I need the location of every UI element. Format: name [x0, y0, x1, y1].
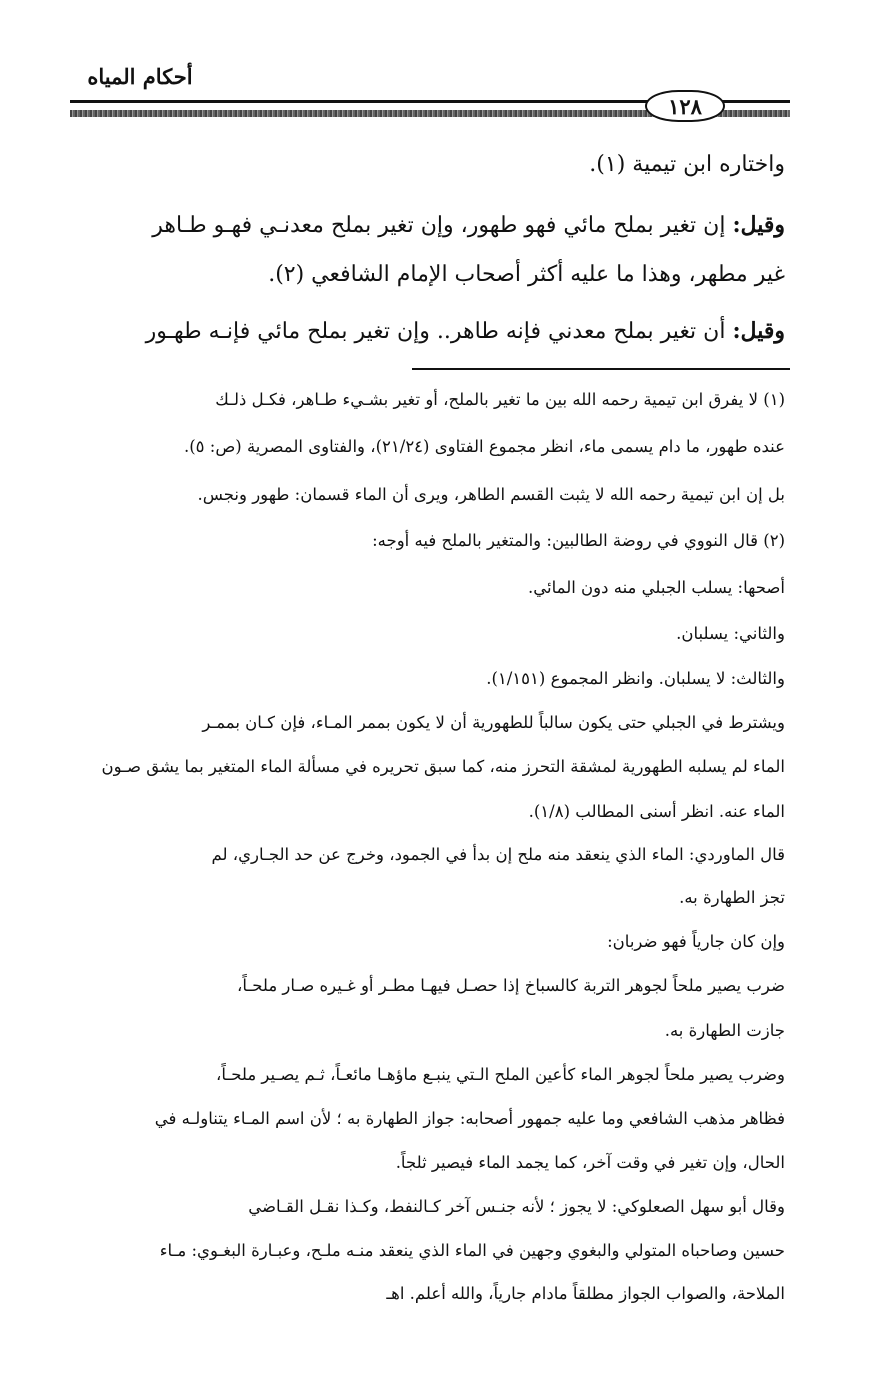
footnote-2-line-6: الماء لم يسلبه الطهورية لمشقة التحرز منه، كما سبق تحريره في مسألة الماء المتغير بما يشق صـون	[101, 757, 785, 776]
footnote-2-line-17: حسين وصاحباه المتولي والبغوي وجهين في الماء الذي ينعقد منـه ملـح، وعبـارة البغـوي: مـاء	[159, 1241, 785, 1260]
main-line-2	[65, 212, 785, 238]
footnote-2-line-8: قال الماوردي: الماء الذي ينعقد منه ملح إن بدأ في الجمود، وخرج عن حد الجـاري، لم	[211, 845, 785, 864]
footnote-2-line-13: وضرب يصير ملحاً لجوهر الماء كأعين الملح الـتي ينبـع ماؤهـا مائعـاً، ثـم يصـير ملحـاً،	[216, 1065, 785, 1084]
footnote-separator	[412, 368, 790, 370]
footnote-2-line-14: فظاهر مذهب الشافعي وما عليه جمهور أصحابه: جواز الطهارة به ؛ لأن اسم المـاء يتناولـه في	[154, 1109, 785, 1128]
main-line-4	[65, 318, 785, 344]
main-line-4-text: أن تغير بملح معدني فإنه طاهر.. وإن تغير بملح مائي فإنـه طهـور	[145, 319, 733, 344]
footnote-1-line-3: بل إن ابن تيمية رحمه الله لا يثبت القسم الطاهر، ويرى أن الماء قسمان: طهور ونجس.	[197, 485, 785, 504]
footnote-2-line-16: وقال أبو سهل الصعلوكي: لا يجوز ؛ لأنه جنـس آخر كـالنفط، وكـذا نقـل القـاضي	[248, 1197, 785, 1216]
footnote-2-line-10: وإن كان جارياً فهو ضربان:	[607, 932, 785, 951]
footnote-2-line-2: أصحها: يسلب الجبلي منه دون المائي.	[528, 578, 785, 597]
footnote-2-line-7: الماء عنه. انظر أسنى المطالب (١/٨).	[528, 802, 785, 821]
main-line-1: واختاره ابن تيمية (١).	[589, 152, 785, 177]
footnote-1-line-1: (١) لا يفرق ابن تيمية رحمه الله بين ما تغير بالملح، أو تغير بشـيء طـاهر، فكـل ذلـك	[215, 390, 785, 409]
footnote-2-line-9: تجز الطهارة به.	[679, 888, 785, 907]
main-line-3: غير مطهر، وهذا ما عليه أكثر أصحاب الإمام الشافعي (٢).	[268, 262, 785, 287]
page-number: ١٢٨	[645, 90, 725, 122]
footnote-2-line-18: الملاحة، والصواب الجواز مطلقاً مادام جارياً، والله أعلم. اهـ	[386, 1284, 785, 1303]
footnote-2-line-1: (٢) قال النووي في روضة الطالبين: والمتغير بالملح فيه أوجه:	[372, 531, 785, 550]
main-line-2-text: إن تغير بملح مائي فهو طهور، وإن تغير بملح معدنـي فهـو طـاهر	[152, 213, 733, 238]
footnote-2-line-15: الحال، وإن تغير في وقت آخر، كما يجمد الماء فيصير ثلجاً.	[395, 1153, 785, 1172]
footnote-2-line-4: والثالث: لا يسلبان. وانظر المجموع (١/١٥١).	[486, 669, 785, 688]
footnote-2-line-12: جازت الطهارة به.	[664, 1021, 785, 1040]
footnote-1-line-2: عنده طهور، ما دام يسمى ماء، انظر مجموع الفتاوى (٢١/٢٤)، والفتاوى المصرية (ص: ٥).	[183, 437, 785, 456]
running-header-title: أحكام المياه	[87, 64, 193, 89]
footnote-2-line-3: والثاني: يسلبان.	[676, 624, 785, 643]
qil-label: وقيل:	[732, 318, 785, 344]
footnote-2-line-11: ضرب يصير ملحاً لجوهر التربة كالسباخ إذا حصـل فيهـا مطـر أو غـيره صـار ملحـاً،	[237, 976, 785, 995]
qil-label: وقيل:	[732, 212, 785, 238]
footnote-2-line-5: ويشترط في الجبلي حتى يكون سالباً للطهورية أن لا يكون بممر المـاء، فإن كـان بممـر	[202, 713, 785, 732]
